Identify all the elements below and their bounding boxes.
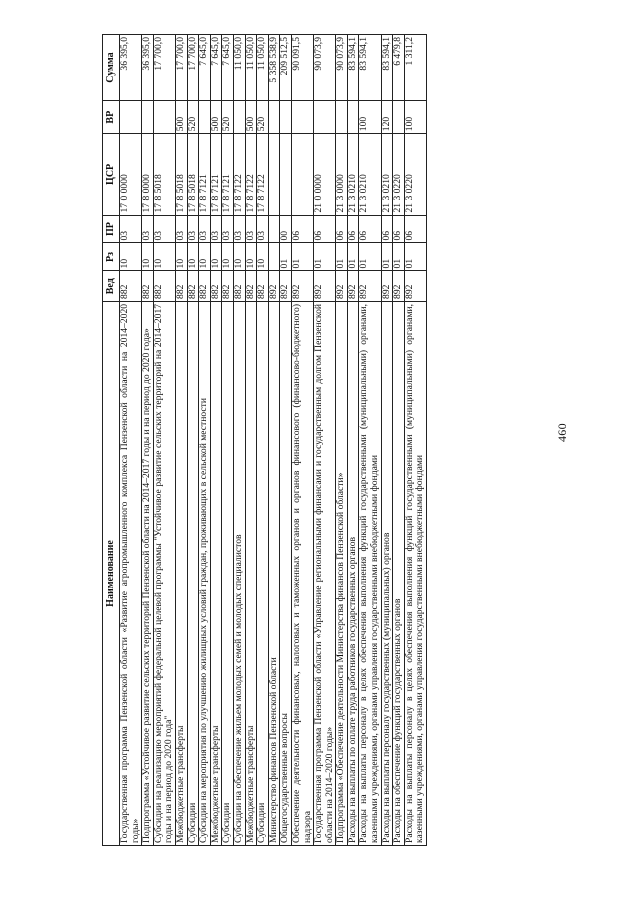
cell-pr <box>268 215 280 243</box>
cell-sum: 90 073,9 <box>314 35 336 101</box>
table-row <box>210 35 222 846</box>
cell-ved: 892 <box>381 271 393 302</box>
cell-vr <box>393 101 405 134</box>
cell-name: Государственная программа Пензенской области «Управление региональными финансами и государственным долгом Пензенской области на 2014–2020 годы» <box>314 301 336 845</box>
cell-ved: 892 <box>347 271 359 302</box>
table-row <box>199 35 211 846</box>
cell-sum: 83 594,1 <box>359 35 381 101</box>
cell-csr: 17 8 0000 <box>142 134 154 215</box>
table-row <box>245 35 257 846</box>
rotated-page-content <box>102 34 427 846</box>
cell-rz: 10 <box>233 243 245 271</box>
cell-rz: 10 <box>257 243 269 271</box>
cell-vr <box>153 101 175 134</box>
cell-name: Расходы на выплаты персоналу в целях обеспечения выполнения функций государственными (муниципальными) органами, казенными учреждениями, органами управления государственными внебюджетными фондами <box>359 301 381 845</box>
cell-pr: 06 <box>404 215 426 243</box>
cell-rz: 01 <box>393 243 405 271</box>
cell-vr <box>347 101 359 134</box>
cell-sum: 5 358 538,9 <box>268 35 280 101</box>
cell-vr <box>336 101 348 134</box>
cell-ved: 882 <box>120 271 142 302</box>
cell-name: Общегосударственные вопросы <box>280 301 292 845</box>
cell-sum: 7 645,0 <box>199 35 211 101</box>
cell-name: Подпрограмма «Устойчивое развитие сельских территорий Пензенской области на 2014–2017 годы и на период до 2020 года» <box>142 301 154 845</box>
cell-vr: 500 <box>175 101 187 134</box>
cell-vr: 100 <box>404 101 426 134</box>
cell-csr <box>268 134 280 215</box>
cell-name: Обеспечение деятельности финансовых, налоговых и таможенных органов и органов финансового (финансово-бюджетного) надзора <box>291 301 313 845</box>
cell-vr <box>268 101 280 134</box>
cell-csr: 17 8 7121 <box>222 134 234 215</box>
cell-sum: 83 594,1 <box>347 35 359 101</box>
table-row <box>280 35 292 846</box>
cell-ved: 892 <box>268 271 280 302</box>
cell-pr: 06 <box>381 215 393 243</box>
cell-ved: 882 <box>199 271 211 302</box>
cell-ved: 892 <box>314 271 336 302</box>
cell-ved: 892 <box>359 271 381 302</box>
table-row <box>233 35 245 846</box>
cell-csr: 17 8 7121 <box>199 134 211 215</box>
cell-ved: 882 <box>222 271 234 302</box>
table-row <box>187 35 199 846</box>
cell-sum: 1 311,2 <box>404 35 426 101</box>
table-row <box>120 35 142 846</box>
cell-sum: 17 700,0 <box>153 35 175 101</box>
cell-sum: 36 395,0 <box>120 35 142 101</box>
cell-rz: 01 <box>381 243 393 271</box>
table-header-row <box>103 35 120 846</box>
table-row <box>336 35 348 846</box>
cell-vr: 100 <box>359 101 381 134</box>
cell-pr: 03 <box>142 215 154 243</box>
cell-pr: 03 <box>120 215 142 243</box>
cell-pr: 06 <box>347 215 359 243</box>
cell-name: Субсидии <box>222 301 234 845</box>
cell-sum: 11 050,0 <box>245 35 257 101</box>
cell-rz <box>268 243 280 271</box>
cell-vr <box>120 101 142 134</box>
cell-pr: 03 <box>245 215 257 243</box>
cell-name: Субсидии <box>257 301 269 845</box>
cell-name: Подпрограмма «Обеспечение деятельности Министерства финансов Пензенской области» <box>336 301 348 845</box>
cell-vr <box>291 101 313 134</box>
header-ved: Вед <box>103 271 120 302</box>
cell-csr: 17 8 7122 <box>257 134 269 215</box>
cell-csr: 21 3 0210 <box>347 134 359 215</box>
cell-pr: 03 <box>199 215 211 243</box>
cell-ved: 882 <box>142 271 154 302</box>
cell-pr: 03 <box>222 215 234 243</box>
budget-table <box>102 34 427 846</box>
cell-pr: 03 <box>153 215 175 243</box>
cell-sum: 7 645,0 <box>222 35 234 101</box>
cell-csr: 17 8 5018 <box>175 134 187 215</box>
table-row <box>142 35 154 846</box>
cell-vr <box>142 101 154 134</box>
cell-ved: 892 <box>291 271 313 302</box>
cell-name: Субсидии на обеспечение жильем молодых семей и молодых специалистов <box>233 301 245 845</box>
cell-pr: 03 <box>257 215 269 243</box>
cell-csr: 17 0 0000 <box>120 134 142 215</box>
cell-name: Межбюджетные трансферты <box>245 301 257 845</box>
cell-csr: 17 8 7121 <box>210 134 222 215</box>
cell-csr: 21 3 0220 <box>404 134 426 215</box>
cell-rz: 10 <box>222 243 234 271</box>
cell-ved: 882 <box>210 271 222 302</box>
cell-name: Субсидии на мероприятия по улучшению жилищных условий граждан, проживающих в сельской местности <box>199 301 211 845</box>
cell-name: Субсидии на реализацию мероприятий федеральной целевой программы "Устойчивое развитие сельских территорий на 2014–2017 годы и на период до 2020 года" <box>153 301 175 845</box>
cell-csr: 21 3 0000 <box>336 134 348 215</box>
cell-vr: 520 <box>222 101 234 134</box>
cell-csr: 21 3 0220 <box>393 134 405 215</box>
cell-csr <box>291 134 313 215</box>
cell-sum: 11 050,0 <box>233 35 245 101</box>
cell-rz: 10 <box>187 243 199 271</box>
cell-ved: 882 <box>245 271 257 302</box>
cell-name: Межбюджетные трансферты <box>210 301 222 845</box>
cell-vr <box>280 101 292 134</box>
cell-rz: 10 <box>153 243 175 271</box>
cell-ved: 882 <box>153 271 175 302</box>
cell-rz: 01 <box>280 243 292 271</box>
cell-name: Расходы на выплаты по оплате труда работников государственных органов <box>347 301 359 845</box>
cell-csr: 21 3 0210 <box>381 134 393 215</box>
cell-csr: 21 0 0000 <box>314 134 336 215</box>
page-number: 460 <box>555 423 569 442</box>
cell-pr: 03 <box>210 215 222 243</box>
cell-sum: 209 512,5 <box>280 35 292 101</box>
cell-ved: 882 <box>257 271 269 302</box>
cell-ved: 892 <box>393 271 405 302</box>
cell-vr: 520 <box>257 101 269 134</box>
header-vr: ВР <box>103 101 120 134</box>
cell-rz: 10 <box>175 243 187 271</box>
cell-csr: 17 8 7122 <box>233 134 245 215</box>
cell-pr: 00 <box>280 215 292 243</box>
cell-rz: 01 <box>404 243 426 271</box>
header-sum: Сумма <box>103 35 120 101</box>
cell-csr: 17 8 5018 <box>187 134 199 215</box>
cell-sum: 83 594,1 <box>381 35 393 101</box>
table-row <box>153 35 175 846</box>
table-row <box>257 35 269 846</box>
cell-name: Расходы на выплаты персоналу государственных (муниципальных) органов <box>381 301 393 845</box>
cell-rz: 10 <box>199 243 211 271</box>
cell-name: Межбюджетные трансферты <box>175 301 187 845</box>
cell-csr: 21 3 0210 <box>359 134 381 215</box>
cell-rz: 10 <box>120 243 142 271</box>
cell-rz: 01 <box>291 243 313 271</box>
cell-ved: 892 <box>404 271 426 302</box>
cell-name: Государственная программа Пензенской области «Развитие агропромышленного комплекса Пензенской области на 2014–2020 годы» <box>120 301 142 845</box>
cell-name: Расходы на обеспечение функций государственных органов <box>393 301 405 845</box>
cell-sum: 36 395,0 <box>142 35 154 101</box>
cell-name: Расходы на выплаты персоналу в целях обеспечения выполнения функций государственными (муниципальными) органами, казенными учреждениями, органами управления государственными внебюджетными фондами <box>404 301 426 845</box>
cell-rz: 01 <box>336 243 348 271</box>
header-pr: ПР <box>103 215 120 243</box>
table-row <box>381 35 393 846</box>
cell-ved: 882 <box>233 271 245 302</box>
cell-vr: 120 <box>381 101 393 134</box>
cell-ved: 892 <box>280 271 292 302</box>
cell-vr <box>233 101 245 134</box>
cell-ved: 882 <box>187 271 199 302</box>
table-row <box>314 35 336 846</box>
cell-rz: 01 <box>359 243 381 271</box>
cell-pr: 06 <box>393 215 405 243</box>
table-row <box>175 35 187 846</box>
cell-rz: 10 <box>210 243 222 271</box>
cell-rz: 10 <box>245 243 257 271</box>
table-row <box>404 35 426 846</box>
cell-sum: 17 700,0 <box>175 35 187 101</box>
cell-name: Министерство финансов Пензенской области <box>268 301 280 845</box>
cell-sum: 17 700,0 <box>187 35 199 101</box>
cell-vr <box>199 101 211 134</box>
cell-pr: 06 <box>336 215 348 243</box>
table-row <box>359 35 381 846</box>
table-row <box>268 35 280 846</box>
cell-name: Субсидии <box>187 301 199 845</box>
header-name: Наименование <box>103 301 120 845</box>
cell-vr: 500 <box>245 101 257 134</box>
cell-ved: 892 <box>336 271 348 302</box>
cell-pr: 03 <box>187 215 199 243</box>
cell-sum: 90 073,9 <box>336 35 348 101</box>
cell-pr: 06 <box>314 215 336 243</box>
cell-pr: 06 <box>291 215 313 243</box>
cell-rz: 10 <box>142 243 154 271</box>
cell-pr: 06 <box>359 215 381 243</box>
cell-rz: 01 <box>314 243 336 271</box>
cell-pr: 03 <box>233 215 245 243</box>
cell-sum: 6 479,8 <box>393 35 405 101</box>
table-row <box>222 35 234 846</box>
table-row <box>347 35 359 846</box>
table-row <box>393 35 405 846</box>
cell-sum: 11 050,0 <box>257 35 269 101</box>
cell-rz: 01 <box>347 243 359 271</box>
cell-csr: 17 8 5018 <box>153 134 175 215</box>
cell-csr <box>280 134 292 215</box>
cell-sum: 7 645,0 <box>210 35 222 101</box>
header-rz: Рз <box>103 243 120 271</box>
cell-vr: 520 <box>187 101 199 134</box>
header-csr: ЦСР <box>103 134 120 215</box>
cell-ved: 882 <box>175 271 187 302</box>
cell-pr: 03 <box>175 215 187 243</box>
table-row <box>291 35 313 846</box>
cell-vr: 500 <box>210 101 222 134</box>
cell-csr: 17 8 7122 <box>245 134 257 215</box>
cell-vr <box>314 101 336 134</box>
cell-sum: 90 091,5 <box>291 35 313 101</box>
